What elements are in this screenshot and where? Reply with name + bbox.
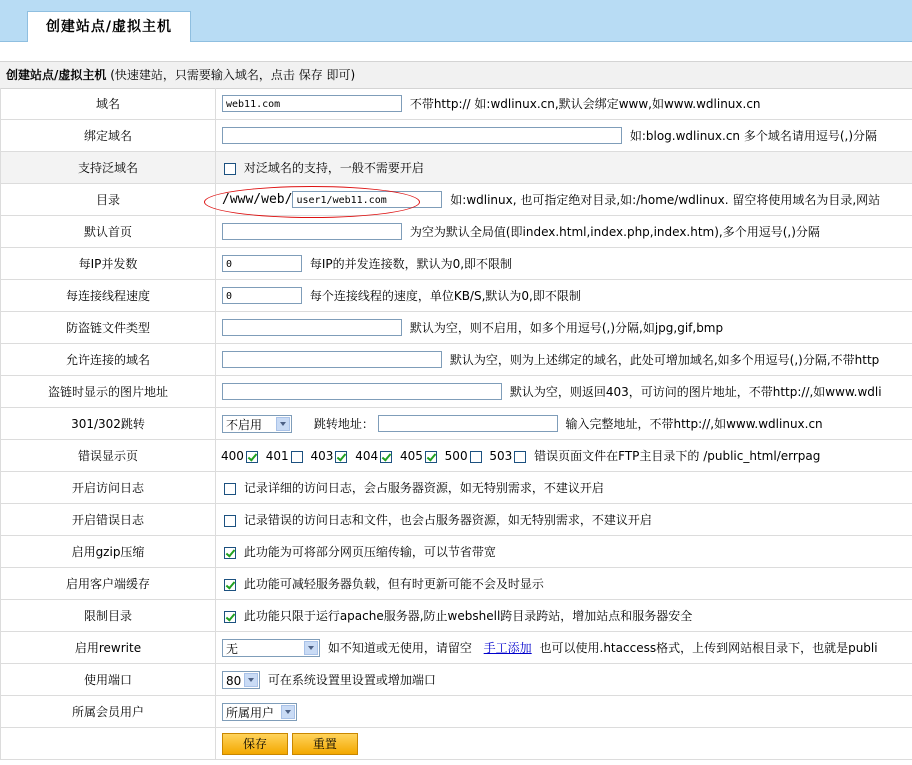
error-404-checkbox[interactable] [380,451,392,463]
port-select-value: 80 [226,673,242,688]
row-limit-dir [1,600,912,632]
rewrite-hint-2: 也可以使用.htaccess格式，上传到网站根目录下，也就是publi [539,641,878,655]
limit-dir-checkbox[interactable] [224,611,236,623]
panel-header [0,61,912,89]
gzip-text: 此功能为可将部分网页压缩传输，可以节省带宽 [243,545,496,559]
row-owner [1,696,912,728]
label-index: 默认首页 [1,216,216,248]
error-403-checkbox[interactable] [335,451,347,463]
error-code-404: 404 [355,449,379,463]
reset-button[interactable]: 重置 [292,733,358,755]
redirect-select-value: 不启用 [226,417,263,432]
label-owner: 所属会员用户 [1,696,216,728]
label-error-log: 开启错误日志 [1,504,216,536]
row-wildcard [1,152,912,184]
error-500-checkbox[interactable] [470,451,482,463]
rewrite-select[interactable] [222,639,320,657]
error-code-500: 500 [444,449,468,463]
label-bind-domain: 绑定域名 [1,120,216,152]
access-log-checkbox[interactable] [224,483,236,495]
row-hotlink-image [1,376,912,408]
row-errors [1,440,912,472]
dir-input[interactable]: user1/web11.com [292,191,442,208]
speed-input[interactable]: 0 [222,287,302,304]
label-dir: 目录 [1,184,216,216]
row-dir [1,184,912,216]
redirect-addr-input[interactable] [378,415,558,432]
label-cache: 启用客户端缓存 [1,568,216,600]
label-port: 使用端口 [1,664,216,696]
site-form [0,88,912,760]
hotlink-image-hint: 默认为空，则返回403，可访问的图片地址，不带http://,如www.wdli [509,385,882,399]
tab-create-site[interactable]: 创建站点/虚拟主机 [27,11,191,42]
row-rewrite [1,632,912,664]
label-speed: 每连接线程速度 [1,280,216,312]
wildcard-checkbox[interactable] [224,163,236,175]
label-limit-dir: 限制目录 [1,600,216,632]
cache-checkbox[interactable] [224,579,236,591]
owner-select-value: 所属用户 [226,705,275,720]
error-405-checkbox[interactable] [425,451,437,463]
ip-conn-input[interactable]: 0 [222,255,302,272]
owner-select[interactable] [222,703,297,721]
error-code-400: 400 [221,449,244,463]
panel-subtitle: (快速建站，只需要输入域名，点击 保存 即可) [110,68,356,82]
error-log-text: 记录错误的访问日志和文件，也会占服务器资源，如无特别需求，不建议开启 [243,513,652,527]
row-speed [1,280,912,312]
chevron-down-icon [281,705,295,719]
label-allow-domains: 允许连接的域名 [1,344,216,376]
label-access-log: 开启访问日志 [1,472,216,504]
chevron-down-icon [244,673,258,687]
allow-domains-input[interactable] [222,351,442,368]
cache-text: 此功能可减轻服务器负载，但有时更新可能不会及时显示 [243,577,544,591]
label-wildcard: 支持泛域名 [1,152,216,184]
chevron-down-icon [304,641,318,655]
row-ip-conn [1,248,912,280]
port-select[interactable] [222,671,260,689]
manual-add-link[interactable]: 手工添加 [483,641,532,655]
hotlink-types-hint: 默认为空，则不启用，如多个用逗号(,)分隔,如jpg,gif,bmp [409,321,724,335]
error-400-checkbox[interactable] [246,451,258,463]
port-hint: 可在系统设置里设置或增加端口 [267,673,436,687]
row-index [1,216,912,248]
label-domain: 域名 [1,88,216,120]
top-bar [0,0,912,42]
ip-conn-hint: 每IP的并发连接数，默认为0,即不限制 [309,257,513,271]
label-gzip: 启用gzip压缩 [1,536,216,568]
allow-domains-hint: 默认为空，则为上述绑定的域名，此处可增加域名,如多个用逗号(,)分隔,不带http [449,353,880,367]
label-rewrite: 启用rewrite [1,632,216,664]
error-code-403: 403 [310,449,334,463]
error-log-checkbox[interactable] [224,515,236,527]
rewrite-hint: 如不知道或无使用，请留空 [327,641,472,655]
row-redirect [1,408,912,440]
panel-title: 创建站点/虚拟主机 [6,68,107,82]
hotlink-image-input[interactable] [222,383,502,400]
bind-domain-input[interactable] [222,127,622,144]
label-hotlink-types: 防盗链文件类型 [1,312,216,344]
domain-hint: 不带http:// 如:wdlinux.cn,默认会绑定www,如www.wdlinux.cn [409,97,761,111]
dir-prefix: /www/web/ [222,192,293,207]
row-bind-domain [1,120,912,152]
access-log-text: 记录详细的访问日志，会占服务器资源，如无特别需求，不建议开启 [243,481,604,495]
error-code-401: 401 [265,449,289,463]
redirect-select[interactable] [222,415,292,433]
label-hotlink-image: 盗链时显示的图片地址 [1,376,216,408]
index-input[interactable] [222,223,402,240]
bind-domain-hint: 如:blog.wdlinux.cn 多个域名请用逗号(,)分隔 [629,129,878,143]
domain-input[interactable]: web11.com [222,95,402,112]
error-code-405: 405 [399,449,423,463]
error-503-checkbox[interactable] [514,451,526,463]
row-gzip [1,536,912,568]
row-allow-domains [1,344,912,376]
label-errors: 错误显示页 [1,440,216,472]
index-hint: 为空为默认全局值(即index.html,index.php,index.htm),多个用逗号(,)分隔 [409,225,820,239]
wildcard-text: 对泛域名的支持，一般不需要开启 [243,161,424,175]
rewrite-select-value: 无 [226,641,239,656]
label-ip-conn: 每IP并发数 [1,248,216,280]
row-port [1,664,912,696]
label-redirect: 301/302跳转 [1,408,216,440]
row-access-log [1,472,912,504]
error-code-503: 503 [489,449,513,463]
error-401-checkbox[interactable] [291,451,303,463]
dir-hint: 如:wdlinux, 也可指定绝对目录,如:/home/wdlinux. 留空将使用域名为目录,网站 [450,193,881,207]
redirect-hint: 输入完整地址，不带http://,如www.wdlinux.cn [565,417,823,431]
row-buttons [1,728,912,760]
save-button[interactable]: 保存 [222,733,288,755]
limit-dir-text: 此功能只限于运行apache服务器,防止webshell跨目录跨站，增加站点和服务器安全 [243,609,693,623]
errors-hint: 错误页面文件在FTP主目录下的 /public_html/errpag [534,449,821,463]
chevron-down-icon [276,417,290,431]
gzip-checkbox[interactable] [224,547,236,559]
redirect-addr-label: 跳转地址： [313,417,374,431]
hotlink-types-input[interactable] [222,319,402,336]
row-hotlink-types [1,312,912,344]
row-cache [1,568,912,600]
row-domain [1,88,912,120]
speed-hint: 每个连接线程的速度，单位KB/S,默认为0,即不限制 [309,289,581,303]
row-error-log [1,504,912,536]
